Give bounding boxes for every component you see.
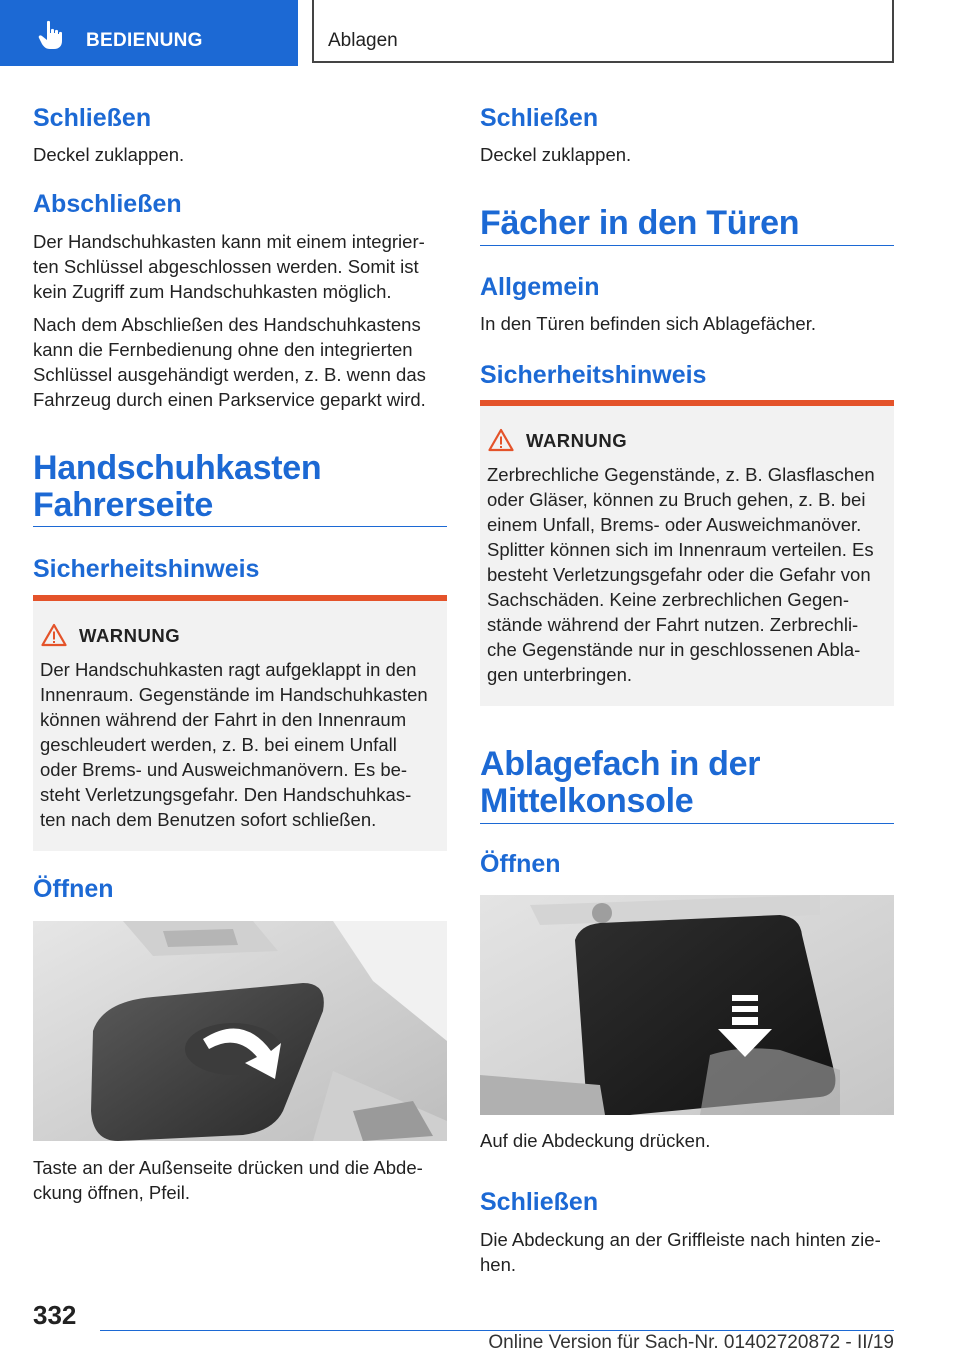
heading-handschuhkasten-fahrerseite: Handschuhkasten Fahrerseite [33,449,322,524]
heading-sicherheitshinweis: Sicherheitshinweis [33,555,260,583]
chapter-label: Ablagen [328,30,398,51]
text-abschliessen-2: Nach dem Abschließen des Handschuhkastens kann die Fernbedienung ohne den integrierten Schlüssel ausgehändigt werden, z. B. wenn das Fahrzeug durch einen Parkservice geparkt wird. [33,314,426,410]
chapter-tab [312,0,894,63]
heading-faecher-tueren: Fächer in den Türen [480,204,800,242]
warning-text: Zerbrechliche Gegenstände, z. B. Glasflaschen oder Gläser, können zu Bruch gehen, z. B. bei einem Unfall, Brems- oder Ausweichmanöver. Splitter können sich im Innenraum verteilen. Es besteht Verletzungsgefahr oder die Gefahr von Sachschäden. Keine zerbrechlichen Gegen- stände während der Fahrt nutzen. Zerbrechli- che Gegenstände nur in geschlossenen Abla- gen unterbringen. [487,464,875,685]
warning-title: WARNUNG [79,625,181,646]
heading-schliessen: Schließen [33,104,152,132]
heading-allgemein: Allgemein [480,273,600,301]
text-schliessen-right: Deckel zuklappen. [480,144,632,165]
heading-ablagefach-mittelkonsole: Ablagefach in der Mittelkonsole [480,745,761,820]
heading-sicherheitshinweis-right: Sicherheitshinweis [480,361,707,389]
warning-text: Der Handschuhkasten ragt aufgeklappt in den Innenraum. Gegenstände im Handschuhkasten können während der Fahrt in den Innenraum geschleudert werden, z. B. bei einem Unfall oder Brems- und Ausweichmanövern. Es be- steht Verletzungsgefahr. Den Handschuhkas- ten nach dem Benutzen sofort schließen. [40,659,428,830]
warning-box [33,595,447,851]
photo-caption: Taste an der Außenseite drücken und die Abde- ckung öffnen, Pfeil. [33,1157,423,1203]
footer-text: Online Version für Sach-Nr. 01402720872 - II/19 [488,1332,894,1353]
text-allgemein: In den Türen befinden sich Ablagefächer. [480,313,816,334]
photo-caption-right: Auf die Abdeckung drücken. [480,1130,711,1151]
glovebox-photo [33,921,447,1141]
heading-schliessen-2: Schließen [480,1188,599,1216]
section-tab [0,0,298,66]
page-number: 332 [33,1300,77,1330]
console-photo [480,895,894,1115]
heading-oeffnen-right: Öffnen [480,850,561,878]
text-abschliessen-1: Der Handschuhkasten kann mit einem integrier- ten Schlüssel abgeschlossen werden. Somit ist kein Zugriff zum Handschuhkasten möglich. [33,231,425,302]
warning-title: WARNUNG [526,430,628,451]
text-schliessen: Deckel zuklappen. [33,144,185,165]
heading-rule [480,823,894,824]
warning-triangle-icon [488,428,514,452]
warning-triangle-icon [41,623,67,647]
pointing-hand-icon [38,20,64,50]
console-illustration [480,895,894,1115]
section-label: BEDIENUNG [86,30,203,51]
heading-rule [33,526,447,527]
text-schliessen-2: Die Abdeckung an der Griffleiste nach hinten zie- hen. [480,1229,881,1275]
heading-rule [480,245,894,246]
heading-oeffnen: Öffnen [33,875,114,903]
heading-schliessen-right: Schließen [480,104,599,132]
glovebox-illustration [33,921,447,1141]
heading-abschliessen: Abschließen [33,190,182,218]
footer-rule [100,1330,894,1331]
warning-box [480,400,894,706]
